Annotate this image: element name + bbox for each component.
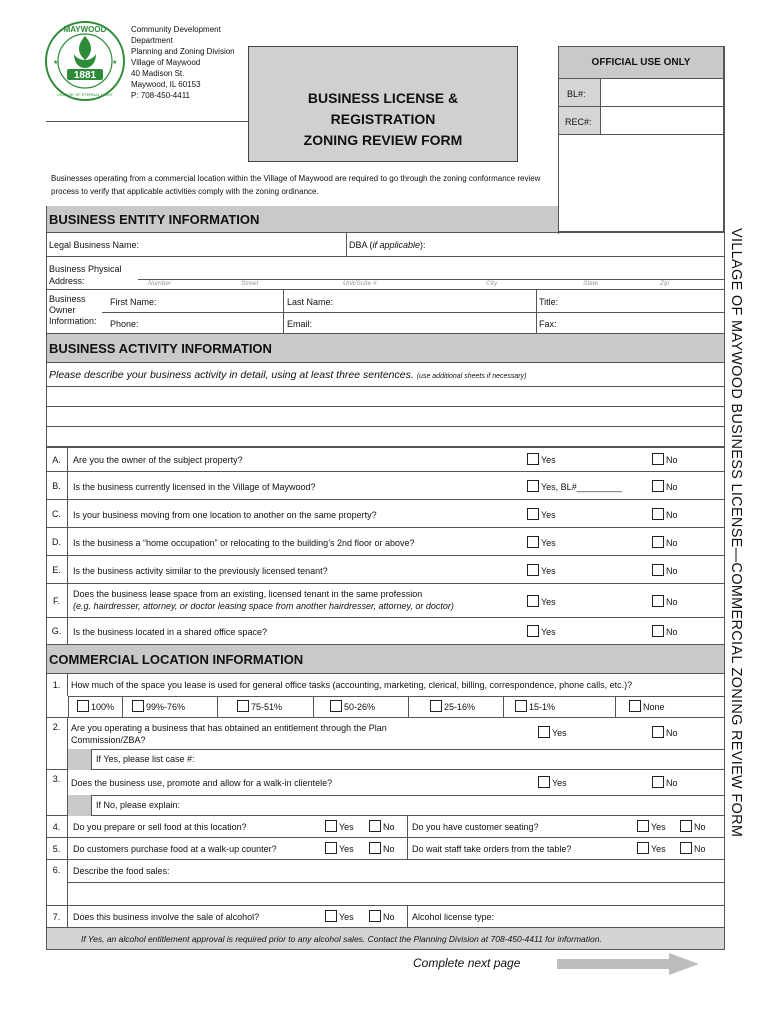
no-checkbox[interactable] bbox=[652, 564, 664, 576]
village-seal bbox=[44, 20, 126, 102]
hint-city: City bbox=[486, 280, 498, 287]
option-checkbox[interactable] bbox=[430, 700, 442, 712]
email-label: Email: bbox=[287, 319, 313, 329]
svg-text:★: ★ bbox=[112, 60, 118, 66]
no-checkbox[interactable] bbox=[369, 842, 381, 854]
address-label: Business Physical Address: bbox=[49, 264, 122, 286]
option-label: None bbox=[643, 702, 665, 712]
option-checkbox[interactable] bbox=[330, 700, 342, 712]
yes-checkbox[interactable] bbox=[527, 595, 539, 607]
rec-field[interactable] bbox=[600, 107, 723, 134]
question-row: A. Are you the owner of the subject property? Yes No bbox=[46, 448, 724, 472]
no-checkbox[interactable] bbox=[680, 820, 692, 832]
question-row: E. Is the business activity similar to the previously licensed tenant? Yes No bbox=[46, 556, 724, 584]
question-row: F. Does the business lease space from an existing, licensed tenant in the same profession (e.g. hairdresser, attorney, or doctor leasing space from another hairdresser, attorney, or doctor) Yes No bbox=[46, 584, 724, 618]
no-checkbox[interactable] bbox=[652, 508, 664, 520]
title-label: Title: bbox=[539, 297, 559, 307]
yes-checkbox[interactable] bbox=[538, 776, 550, 788]
yes-checkbox[interactable] bbox=[527, 536, 539, 548]
option-checkbox[interactable] bbox=[237, 700, 249, 712]
no-checkbox[interactable] bbox=[652, 536, 664, 548]
complete-next-page: Complete next page bbox=[413, 956, 521, 970]
question-row: D. Is the business a “home occupation” or relocating to the building’s 2nd floor or above? Yes No bbox=[46, 528, 724, 556]
indent-cell bbox=[68, 749, 92, 770]
yes-checkbox[interactable] bbox=[637, 842, 649, 854]
form-title-line: BUSINESS LICENSE & bbox=[307, 89, 459, 106]
first-name-label: First Name: bbox=[110, 297, 157, 307]
hint-unit: Unit/Suite # bbox=[343, 280, 377, 287]
svg-text:1881: 1881 bbox=[73, 70, 97, 81]
option-label: 15-1% bbox=[529, 702, 556, 712]
intro-text: Businesses operating from a commercial location within the Village of Maywood are required to go through the zoning conformance review process to verify that applicable activities comply with the zoning ordinance. bbox=[51, 174, 541, 196]
alcohol-note: If Yes, an alcohol entitlement approval is required prior to any alcohol sales. Contact the Planning Division at 708-450-4411 for information. bbox=[46, 928, 724, 950]
food-sales-field[interactable] bbox=[68, 883, 724, 905]
official-use-box bbox=[558, 46, 724, 232]
option-label: 25-16% bbox=[444, 702, 476, 712]
legal-name-label: Legal Business Name: bbox=[49, 240, 140, 250]
option-checkbox[interactable] bbox=[629, 700, 641, 712]
last-name-label: Last Name: bbox=[287, 297, 334, 307]
question-row: B. Is the business currently licensed in the Village of Maywood? Yes, BL#_________ No bbox=[46, 472, 724, 500]
question-row: C. Is your business moving from one location to another on the same property? Yes No bbox=[46, 500, 724, 528]
org-address: Community Development Department Planning and Zoning Division Village of Maywood 40 Madison St. Maywood, IL 60153 P: 708-450-4411 bbox=[131, 25, 235, 100]
commercial-heading: COMMERCIAL LOCATION INFORMATION bbox=[46, 645, 724, 674]
option-label: 75-51% bbox=[251, 702, 283, 712]
official-use-title: OFFICIAL USE ONLY bbox=[559, 47, 723, 79]
no-checkbox[interactable] bbox=[680, 842, 692, 854]
phone-label: Phone: bbox=[110, 319, 139, 329]
address-field[interactable] bbox=[138, 257, 724, 279]
header-divider bbox=[46, 121, 250, 122]
form-title-line: REGISTRATION bbox=[330, 110, 436, 127]
form-title-box bbox=[248, 46, 518, 162]
dba-field[interactable] bbox=[436, 233, 724, 256]
activity-line-3[interactable] bbox=[46, 427, 724, 447]
yes-checkbox[interactable] bbox=[527, 564, 539, 576]
svg-text:★: ★ bbox=[53, 60, 59, 66]
indent-cell bbox=[68, 795, 92, 816]
no-checkbox[interactable] bbox=[652, 480, 664, 492]
case-number-label: If Yes, please list case #: bbox=[96, 754, 195, 764]
arrow-right-icon bbox=[557, 953, 699, 980]
no-checkbox[interactable] bbox=[369, 820, 381, 832]
yes-checkbox[interactable] bbox=[527, 508, 539, 520]
activity-heading: BUSINESS ACTIVITY INFORMATION bbox=[46, 334, 724, 363]
fax-label: Fax: bbox=[539, 319, 557, 329]
option-label: 100% bbox=[91, 702, 115, 712]
no-checkbox[interactable] bbox=[652, 625, 664, 637]
activity-line-2[interactable] bbox=[46, 407, 724, 427]
form-title-line: ZONING REVIEW FORM bbox=[303, 131, 463, 148]
yes-checkbox[interactable] bbox=[637, 820, 649, 832]
question-row: G. Is the business located in a shared office space? Yes No bbox=[46, 618, 724, 645]
yes-checkbox[interactable] bbox=[527, 453, 539, 465]
hint-number: Number bbox=[148, 280, 172, 287]
side-title: VILLAGE OF MAYWOOD BUSINESS LICENSE—COMMERCIAL ZONING REVIEW FORM bbox=[728, 228, 744, 838]
yes-checkbox[interactable] bbox=[538, 726, 550, 738]
no-checkbox[interactable] bbox=[652, 776, 664, 788]
hint-state: State bbox=[583, 280, 599, 287]
bl-field[interactable] bbox=[600, 79, 723, 106]
no-checkbox[interactable] bbox=[652, 453, 664, 465]
entity-heading: BUSINESS ENTITY INFORMATION bbox=[46, 206, 558, 233]
dba-label: DBA (if applicable): bbox=[349, 240, 426, 250]
hint-street: Street bbox=[241, 280, 259, 287]
yes-checkbox[interactable] bbox=[325, 820, 337, 832]
option-label: 50-26% bbox=[344, 702, 376, 712]
yes-checkbox[interactable] bbox=[325, 842, 337, 854]
svg-text:VILLAGE OF ETERNAL LIGHT: VILLAGE OF ETERNAL LIGHT bbox=[57, 92, 113, 97]
hint-zip: Zip bbox=[660, 280, 670, 287]
option-checkbox[interactable] bbox=[77, 700, 89, 712]
option-checkbox[interactable] bbox=[515, 700, 527, 712]
bl-label: BL#: bbox=[567, 89, 586, 99]
option-checkbox[interactable] bbox=[132, 700, 144, 712]
owner-label: Business Owner Information: bbox=[49, 294, 97, 326]
activity-line-1[interactable] bbox=[46, 387, 724, 407]
option-label: 99%-76% bbox=[146, 702, 186, 712]
no-checkbox[interactable] bbox=[369, 910, 381, 922]
svg-text:MAYWOOD: MAYWOOD bbox=[63, 25, 107, 34]
walk-in-explain-label: If No, please explain: bbox=[96, 800, 181, 810]
activity-prompt: Please describe your business activity in detail, using at least three sentences. (use additional sheets if necessary) bbox=[49, 369, 527, 381]
rec-label: REC#: bbox=[565, 117, 592, 127]
no-checkbox[interactable] bbox=[652, 726, 664, 738]
no-checkbox[interactable] bbox=[652, 595, 664, 607]
yes-checkbox[interactable] bbox=[527, 625, 539, 637]
yes-checkbox[interactable] bbox=[325, 910, 337, 922]
yes-checkbox[interactable] bbox=[527, 480, 539, 492]
